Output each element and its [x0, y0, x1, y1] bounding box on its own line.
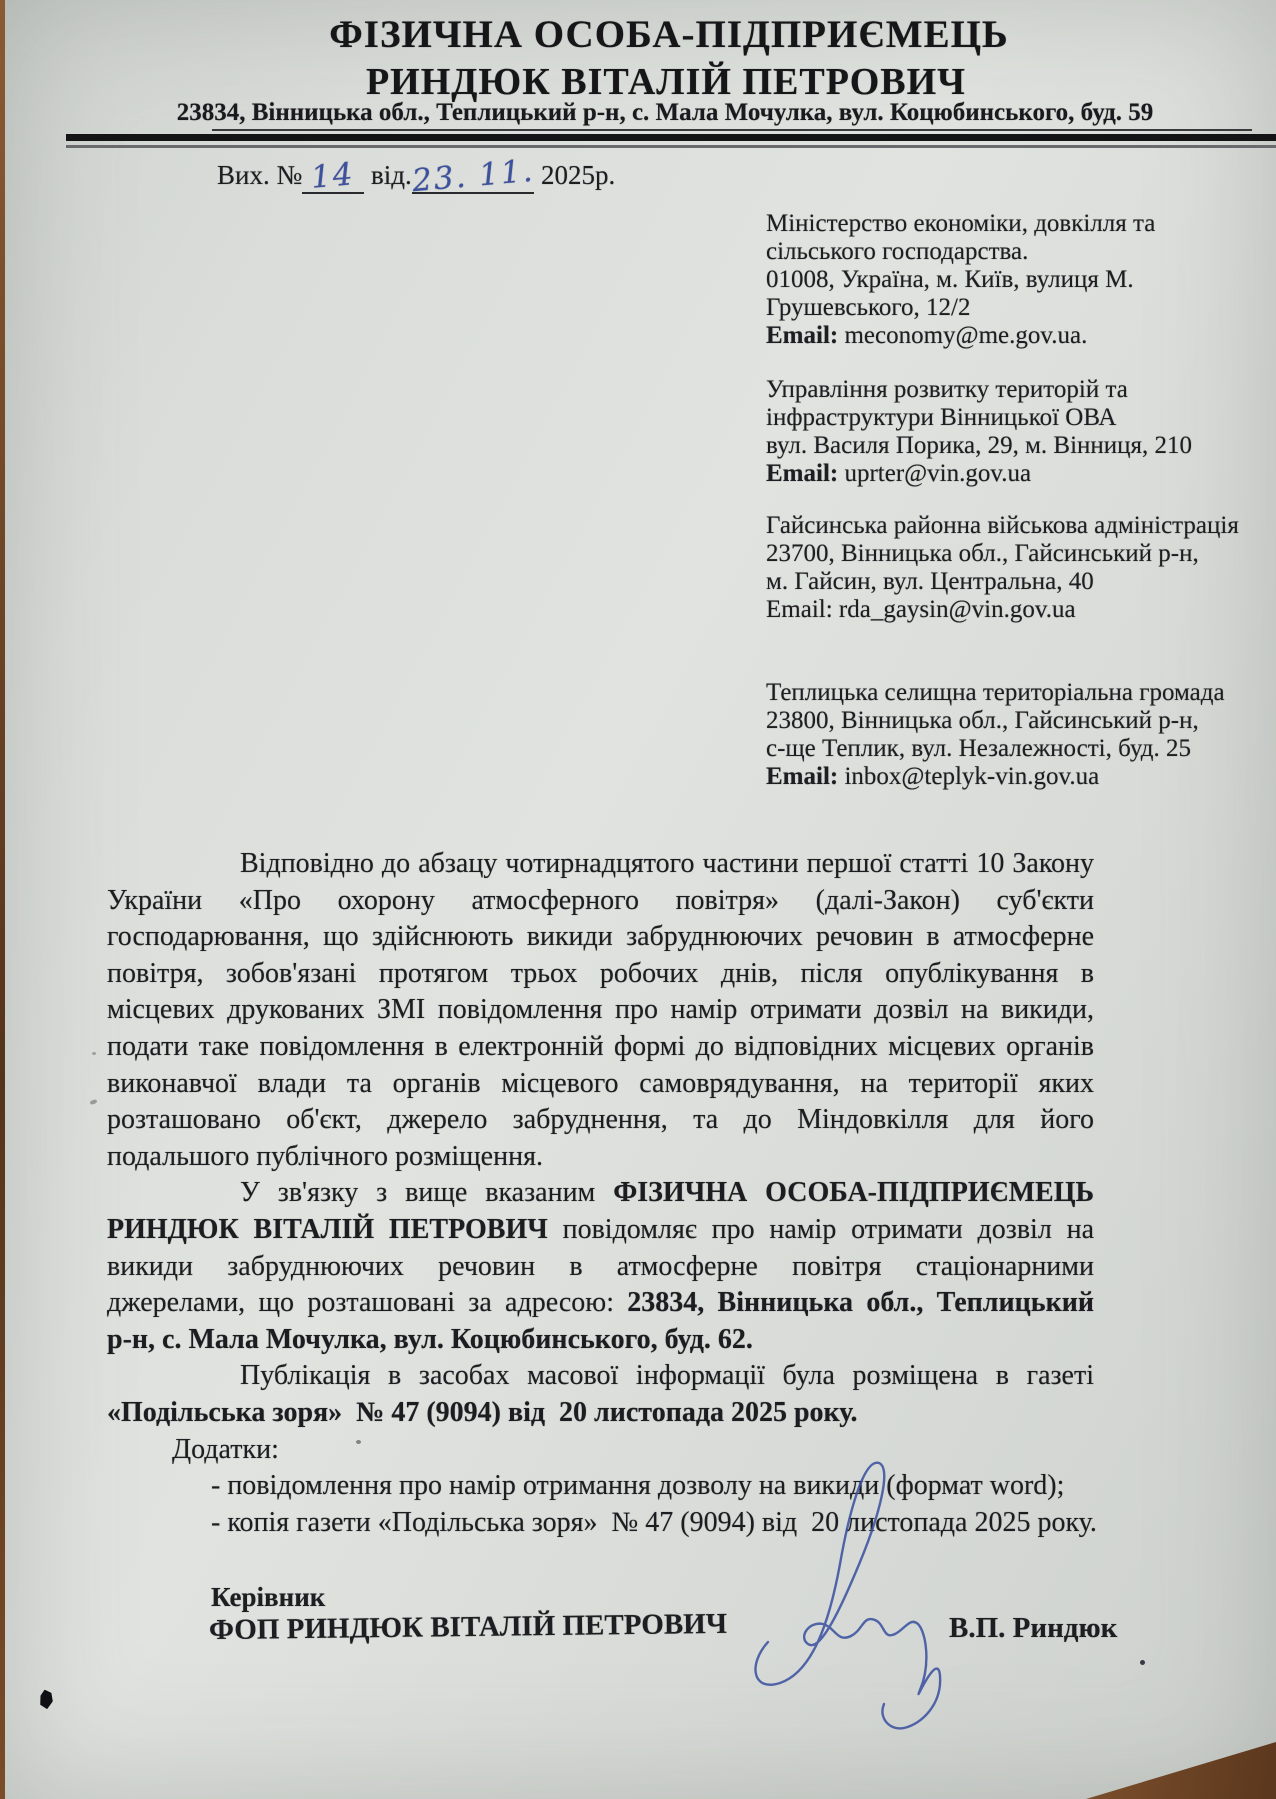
- recipient-line: Грушевського, 12/2: [766, 294, 971, 321]
- recipient-line: 01008, Україна, м. Київ, вулиця М.: [766, 266, 1134, 293]
- email-label: Email:: [766, 763, 839, 790]
- body-line: виконавчої влади та органів місцевого самоврядування, на території яких: [107, 1067, 1094, 1099]
- letterhead-address-underline: [212, 129, 1252, 131]
- email-label: Email:: [766, 596, 833, 623]
- recipient-line: Міністерство економіки, довкілля та: [766, 210, 1156, 237]
- ref-prefix: Вих. №: [217, 160, 303, 190]
- body-text: повідомляє про намір отримати дозвіл на: [562, 1213, 1094, 1245]
- recipient-email-line: [766, 596, 1239, 624]
- body-line: розташовано об'єкт, джерело забруднення, та до Міндовкілля для його: [107, 1104, 1094, 1136]
- email-label: Email:: [766, 322, 839, 349]
- email-value: inbox@teplyk-vin.gov.ua: [844, 763, 1100, 790]
- body-line: подати таке повідомлення в електронній формі до відповідних місцевих органів: [107, 1030, 1094, 1062]
- paper-sheet: [4, 0, 1276, 1799]
- ref-number-line: [217, 152, 616, 200]
- body-line: повітря, зобов'язані протягом трьох робочих днів, після опублікування в: [107, 957, 1094, 989]
- signatory-initials: В.П. Риндюк: [949, 1612, 1118, 1644]
- body-line: викиди забруднюючих речовин в атмосферне повітря стаціонарними: [107, 1250, 1094, 1282]
- recipient-email-line: [766, 763, 1225, 791]
- letterhead-title-line1: ФІЗИЧНА ОСОБА-ПІДПРИЄМЕЦЬ: [329, 13, 1009, 56]
- body-paragraph-1: [107, 846, 1094, 1175]
- recipient-line: Гайсинська районна військова адміністрація: [766, 512, 1239, 539]
- body-line: Публікація в засобах масової інформації була розміщена в газеті: [240, 1360, 1094, 1392]
- attachment-item: - повідомлення про намір отримання дозволу на викиди (формат word);: [211, 1470, 1065, 1502]
- recipient-line: сільського господарства.: [766, 238, 1029, 265]
- recipient-email-line: [766, 460, 1192, 488]
- body-line: Відповідно до абзацу чотирнадцятого частини першої статті 10 Закону: [240, 848, 1094, 879]
- newspaper-reference-bold: «Подільська зоря» № 47 (9094) від 20 листопада 2025 року.: [107, 1396, 858, 1428]
- recipient-region-dept: [766, 376, 1192, 488]
- entrepreneur-name-bold: РИНДЮК ВІТАЛІЙ ПЕТРОВИЧ: [107, 1213, 563, 1245]
- ink-speck: [90, 1099, 98, 1105]
- body-paragraph-3: [107, 1358, 1094, 1431]
- body-line: [107, 1175, 1094, 1212]
- handwritten-ref-date: 23. 11.: [410, 152, 536, 200]
- letterhead-address: 23834, Вінницька обл., Теплицький р-н, с. Мала Мочулка, вул. Коцюбинського, буд. 59: [176, 99, 1154, 126]
- object-address-bold: р-н, с. Мала Мочулка, вул. Коцюбинського, буд. 62.: [107, 1323, 753, 1355]
- ref-number-blank: [302, 156, 364, 194]
- recipient-line: вул. Василя Порика, 29, м. Вінниця, 210: [766, 432, 1193, 459]
- recipient-ministry: [766, 210, 1155, 350]
- body-line: [107, 1212, 1094, 1249]
- body-line: України «Про охорону атмосферного повітря» (далі-Закон) суб'єкти: [107, 884, 1094, 916]
- ref-date-blank: [410, 152, 536, 200]
- email-value: meconomy@me.gov.ua.: [844, 322, 1088, 349]
- body-paragraph-2: [107, 1175, 1094, 1358]
- ref-mid: від.: [370, 160, 412, 190]
- email-label: Email:: [766, 460, 839, 487]
- letterhead-title-line2: РИНДЮК ВІТАЛІЙ ПЕТРОВИЧ: [365, 61, 967, 103]
- attachments-label: Додатки:: [172, 1433, 279, 1465]
- ink-speck: [1140, 1660, 1145, 1665]
- email-value: rda_gaysin@vin.gov.ua: [838, 596, 1076, 623]
- ink-speck: [356, 1440, 361, 1444]
- ink-speck: [39, 1689, 55, 1710]
- body-line: господарювання, що здійснюють викиди забруднюючих речовин в атмосферне: [107, 921, 1094, 953]
- recipient-line: м. Гайсин, вул. Центральна, 40: [766, 568, 1094, 595]
- body-text: джерелами, що розташовані за адресою:: [107, 1287, 628, 1319]
- recipient-email-line: [766, 322, 1155, 350]
- recipient-line: 23800, Вінницька обл., Гайсинський р-н,: [766, 707, 1199, 734]
- recipient-hromada: [766, 679, 1225, 791]
- letterhead-rule-thin: [66, 145, 1276, 148]
- object-address-bold: 23834, Вінницька обл., Теплицький: [627, 1287, 1094, 1319]
- signatory-role: Керівник: [211, 1582, 326, 1612]
- recipient-district-admin: [766, 512, 1239, 624]
- handwritten-signature: [732, 1452, 968, 1738]
- body-line: місцевих друкованих ЗМІ повідомлення про намір отримати дозвіл на викиди,: [107, 994, 1094, 1026]
- photo-edge-left: [0, 0, 5, 1799]
- recipient-line: с-ще Теплик, вул. Незалежності, буд. 25: [766, 735, 1192, 762]
- letter-body: [107, 846, 1097, 1541]
- body-line: [107, 1285, 1094, 1322]
- entrepreneur-name-bold: ФІЗИЧНА ОСОБА-ПІДПРИЄМЕЦЬ: [613, 1177, 1094, 1209]
- signatory-name: ФОП РИНДЮК ВІТАЛІЙ ПЕТРОВИЧ: [208, 1607, 728, 1647]
- recipient-line: Управління розвитку територій та: [766, 376, 1128, 403]
- recipient-line: Теплицька селищна територіальна громада: [766, 679, 1225, 706]
- ref-year: 2025р.: [540, 160, 616, 190]
- ink-speck: [92, 1052, 96, 1055]
- body-text: У зв'язку з вище вказаним: [240, 1177, 614, 1209]
- letterhead-rule-thick: [66, 134, 1276, 141]
- body-line: подальшого публічного розміщення.: [107, 1140, 543, 1172]
- recipient-line: інфраструктури Вінницької ОВА: [766, 404, 1117, 431]
- attachment-item: - копія газети «Подільська зоря» № 47 (9094) від 20 листопада 2025 року.: [211, 1506, 1097, 1538]
- recipient-line: 23700, Вінницька обл., Гайсинський р-н,: [766, 540, 1199, 567]
- email-value: uprter@vin.gov.ua: [844, 460, 1032, 487]
- handwritten-ref-number: 14: [309, 156, 357, 196]
